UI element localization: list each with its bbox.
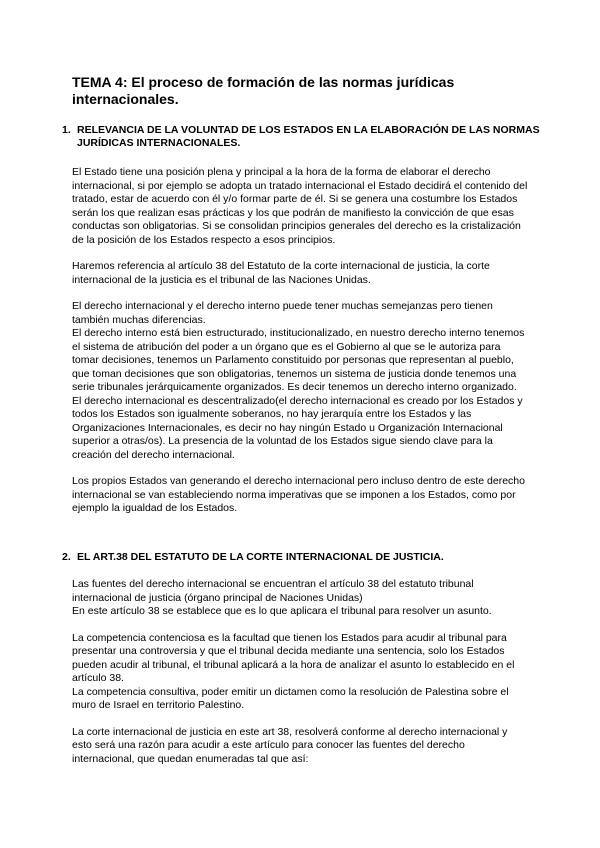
paragraph: El Estado tiene una posición plena y principal a la hora de la forma de elaborar el derecho internacional, si por ejemplo se adopta un tratado internacional el Estado decidirá el contenido del tratado, estar de acuerdo con él y/o formar parte de él. Si se genera una costumbre los Estados serán los que realizan esas prácticas y los que podrán de manifiesto la convicción de que esas conductas son obligatorias. Si se consolidan principios generales del derecho es la cristalización de la posición de los Estados respecto a esos principios. xyxy=(72,166,528,246)
section-2-number: 2. xyxy=(62,551,71,563)
paragraph: Haremos referencia al artículo 38 del Estatuto de la corte internacional de justicia, la corte internacional de la justicia es el tribunal de las Naciones Unidas. xyxy=(72,260,490,286)
paragraph: La competencia contenciosa es la facultad que tienen los Estados para acudir al tribunal para presentar una controversia y que el tribunal decida mediante una sentencia, solo los Estados pueden acudir al tribunal, el tribunal aplicará a la hora de analizar el asunto lo establecido en el artículo 38. La competencia consultiva, poder emitir un dictamen como la resolución de Palestina sobre el muro de Israel en territorio Palestino. xyxy=(72,631,515,711)
section-1-body xyxy=(72,166,530,529)
paragraph: Los propios Estados van generando el derecho internacional pero incluso dentro de este derecho internacional se van estableciendo norma imperativas que se imponen a los Estados, como por ejemplo la igualdad de los Estados. xyxy=(72,475,525,514)
document-title: TEMA 4: El proceso de formación de las normas jurídicas internacionales. xyxy=(72,74,455,107)
section-2-body xyxy=(72,578,530,779)
section-2-heading xyxy=(62,551,542,564)
section-1-heading xyxy=(62,124,542,150)
section-1-number: 1. xyxy=(62,124,71,136)
paragraph: Las fuentes del derecho internacional se encuentran el artículo 38 del estatuto tribunal internacional de justicia (órgano principal de Naciones Unidas) En este artículo 38 se establece que es lo que aplicara el tribunal para resolver un asunto. xyxy=(72,578,492,617)
section-1-title: RELEVANCIA DE LA VOLUNTAD DE LOS ESTADOS EN LA ELABORACIÓN DE LAS NORMAS JURÍDICAS INTERNACIONALES. xyxy=(77,124,540,149)
paragraph: El derecho internacional y el derecho interno puede tener muchas semejanzas pero tienen también muchas diferencias. El derecho interno está bien estructurado, institucionalizado, en nuestro derecho interno tenemos el sistema de atribución del poder a un órgano que es el Gobierno al que se le autoriza para tomar decisiones, tenemos un Parlamento constituido por personas que representan al pueblo, que toman decisiones que son obligatorias, tenemos un sistema de justicia donde tenemos una serie tribunales jerárquicamente organizados. Es decir tenemos un derecho interno organizado. El derecho internacional es descentralizado(el derecho internacional es creado por los Estados y todos los Estados son igualmente soberanos, no hay jerarquía entre los Estados y las Organizaciones Internacionales, es decir no hay ningún Estado u Organización Internacional superior a otras/os). La presencia de la voluntad de los Estados sigue siendo clave para la creación del derecho internacional. xyxy=(72,300,525,461)
paragraph: La corte internacional de justicia en este art 38, resolverá conforme al derecho internacional y esto será una razón para acudir a este artículo para conocer las fuentes del derecho internacional, que quedan enumeradas tal que así: xyxy=(72,725,508,765)
section-2-title: EL ART.38 DEL ESTATUTO DE LA CORTE INTERNACIONAL DE JUSTICIA. xyxy=(77,551,444,563)
